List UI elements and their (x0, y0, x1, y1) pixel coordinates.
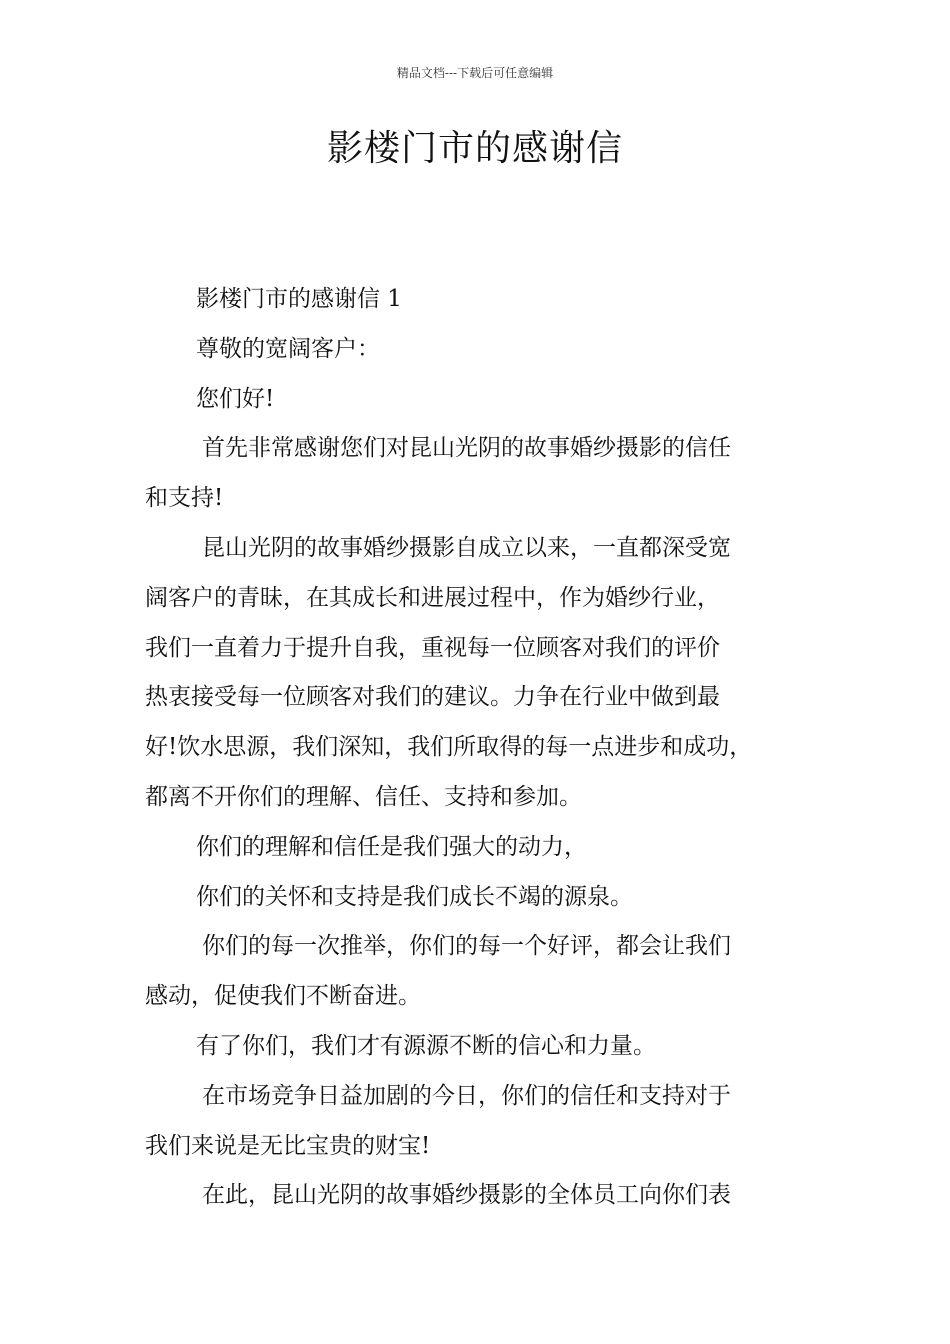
paragraph-line: 你们的每一次推举，你们的每一个好评，都会让我们 (202, 933, 731, 960)
paragraph-line: 在市场竞争日益加剧的今日，你们的信任和支持对于 (202, 1082, 731, 1109)
page-header: 精品文档---下载后可任意编辑 (396, 66, 554, 80)
paragraph-line: 热衷接受每一位顾客对我们的建议。力争在行业中做到最 (145, 684, 720, 711)
paragraph-line: 有了你们，我们才有源源不断的信心和力量。 (196, 1032, 656, 1059)
paragraph-line: 和支持! (145, 485, 224, 512)
paragraph-line: 我们一直着力于提升自我，重视每一位顾客对我们的评价 (145, 634, 720, 661)
greeting: 您们好! (196, 385, 275, 412)
letter-body (145, 275, 825, 1221)
paragraph-line: 你们的关怀和支持是我们成长不竭的源泉。 (196, 883, 633, 910)
paragraph-line: 昆山光阴的故事婚纱摄影自成立以来，一直都深受宽 (202, 534, 731, 561)
paragraph-line: 阔客户的青昧，在其成长和进展过程中，作为婚纱行业， (145, 584, 720, 611)
paragraph-line: 首先非常感谢您们对昆山光阴的故事婚纱摄影的信任 (202, 435, 731, 462)
paragraph-line: 都离不开你们的理解、信任、支持和参加。 (145, 783, 582, 810)
paragraph-line: 感动，促使我们不断奋进。 (145, 983, 421, 1010)
paragraph-line: 好!饮水思源，我们深知，我们所取得的每一点进步和成功， (145, 734, 753, 761)
paragraph-line: 我们来说是无比宝贵的财宝! (145, 1132, 431, 1159)
document-title: 影楼门市的感谢信 (326, 128, 623, 169)
letter-subtitle: 影楼门市的感谢信 1 (196, 286, 402, 312)
paragraph-line: 在此，昆山光阴的故事婚纱摄影的全体员工向你们表 (202, 1182, 731, 1209)
paragraph-line: 你们的理解和信任是我们强大的动力， (196, 833, 587, 860)
salutation: 尊敬的宽阔客户： (196, 335, 380, 362)
